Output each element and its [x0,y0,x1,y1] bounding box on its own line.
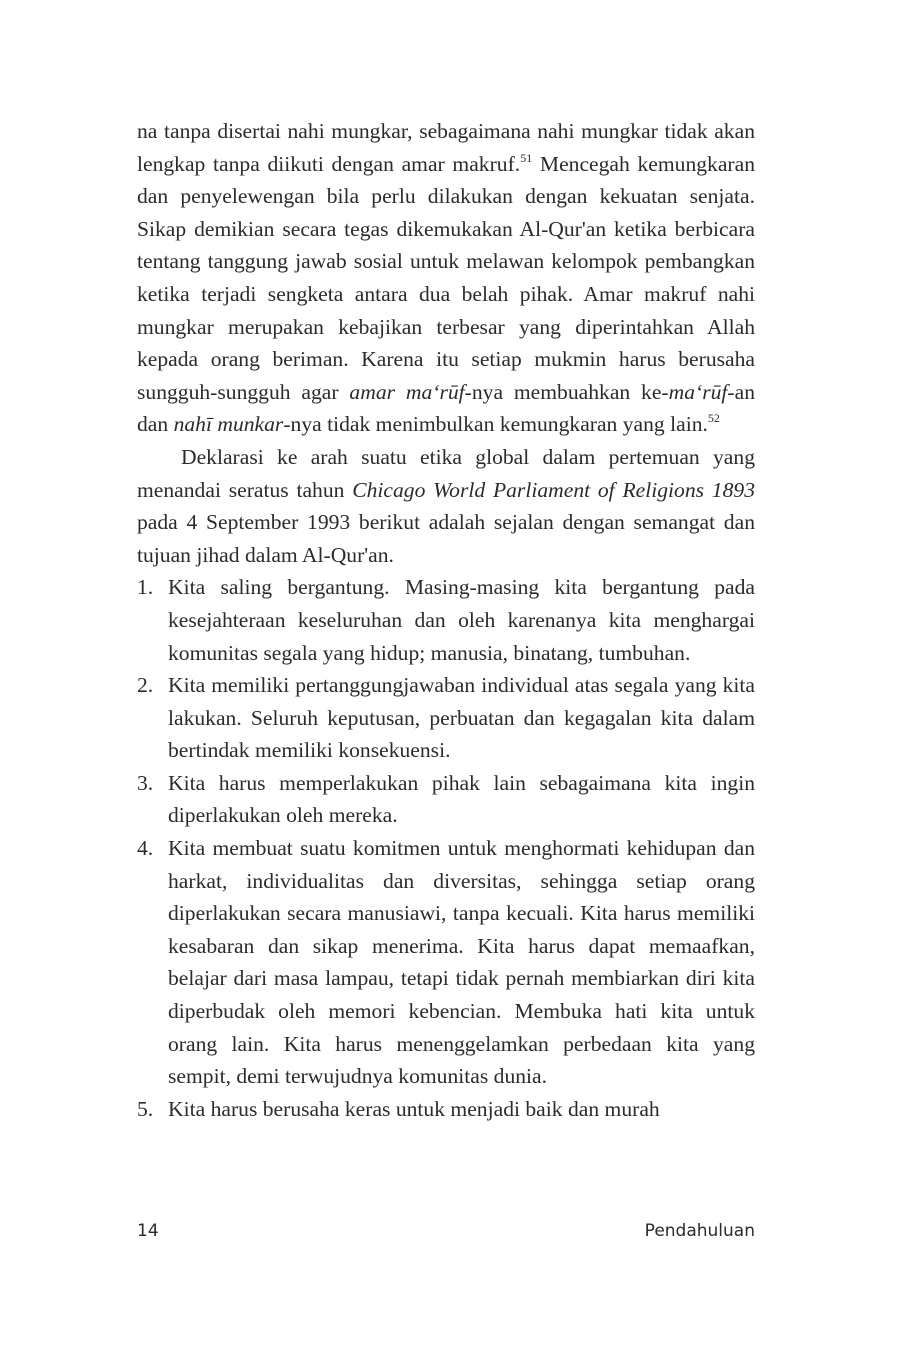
paragraph-1-text-e: -nya tidak menimbulkan kemungkaran yang lain. [283,412,708,437]
list-item-number: 3. [137,770,154,795]
page-body [137,115,755,1125]
list-item-number: 5. [137,1096,154,1121]
list-item [137,1093,755,1126]
paragraph-2-text-a: Deklarasi ke arah suatu etika global dalam pertemuan yang menandai seratus tahun [137,444,755,502]
list-item-text: Kita harus memperlakukan pihak lain sebagaimana kita ingin diperlakukan oleh mereka. [168,770,755,828]
list-item-number: 1. [137,575,154,600]
paragraph-1-text-c: -nya membuahkan ke- [464,379,669,404]
list-item-text: Kita harus berusaha keras untuk menjadi baik dan murah [168,1096,660,1121]
term-maruf: ma‘rūf [668,379,728,404]
declaration-list [137,571,755,1125]
footnote-ref-51: 51 [520,150,533,165]
running-footer-title: Pendahuluan [644,1221,755,1241]
event-name: Chicago World Parliament of Religions 1893 [352,477,755,502]
page-number: 14 [137,1221,159,1241]
term-amar-maruf: amar ma‘rūf [349,379,465,404]
paragraph-1 [137,115,755,441]
list-item-text: Kita saling bergantung. Masing-masing kita bergantung pada kesejahteraan keseluruhan dan oleh karenanya kita menghargai komunitas segala yang hidup; manusia, binatang, tumbuhan. [168,575,755,665]
list-item-text: Kita memiliki pertanggungjawaban individual atas segala yang kita lakukan. Seluruh keputusan, perbuatan dan kegagalan kita dalam bertindak memiliki konsekuensi. [168,673,755,763]
paragraph-2 [137,441,755,571]
list-item-number: 4. [137,836,154,861]
page-footer [137,1221,755,1251]
list-item [137,767,755,832]
paragraph-1-text-b: Mencegah kemungkaran dan penyelewengan bila perlu dilakukan dengan kekuatan senjata. Sikap demikian secara tegas dikemukakan Al-Qur'an ketika berbicara tentang tanggung jawab sosial untuk melawan kelompok pembangkan ketika terjadi sengketa antara dua belah pihak. Amar makruf nahi mungkar merupakan kebajikan terbesar yang diperintahkan Allah kepada orang beriman. Karena itu setiap mukmin harus berusaha sungguh-sungguh agar [137,151,756,404]
list-item [137,571,755,669]
list-item [137,669,755,767]
term-nahi-munkar: nahī munkar [173,412,284,437]
paragraph-1-text-d: -an dan [137,379,755,437]
list-item-number: 2. [137,673,154,698]
list-item-text: Kita membuat suatu komitmen untuk menghormati kehidupan dan harkat, individualitas dan diversitas, sehingga setiap orang diperlakukan secara manusiawi, tanpa kecuali. Kita harus memiliki kesabaran dan sikap menerima. Kita harus dapat memaafkan, belajar dari masa lampau, tetapi tidak pernah membiarkan diri kita diperbudak oleh memori kebencian. Membuka hati kita untuk orang lain. Kita harus menenggelamkan perbedaan kita yang sempit, demi terwujudnya komunitas dunia. [168,836,755,1089]
paragraph-2-text-b: pada 4 September 1993 berikut adalah sejalan dengan semangat dan tujuan jihad dalam Al-Qur'an. [137,510,755,567]
footnote-ref-52: 52 [707,411,720,426]
list-item [137,832,755,1093]
paragraph-1-text-a: na tanpa disertai nahi mungkar, sebagaimana nahi mungkar tidak akan lengkap tanpa diikuti dengan amar makruf. [137,119,755,176]
